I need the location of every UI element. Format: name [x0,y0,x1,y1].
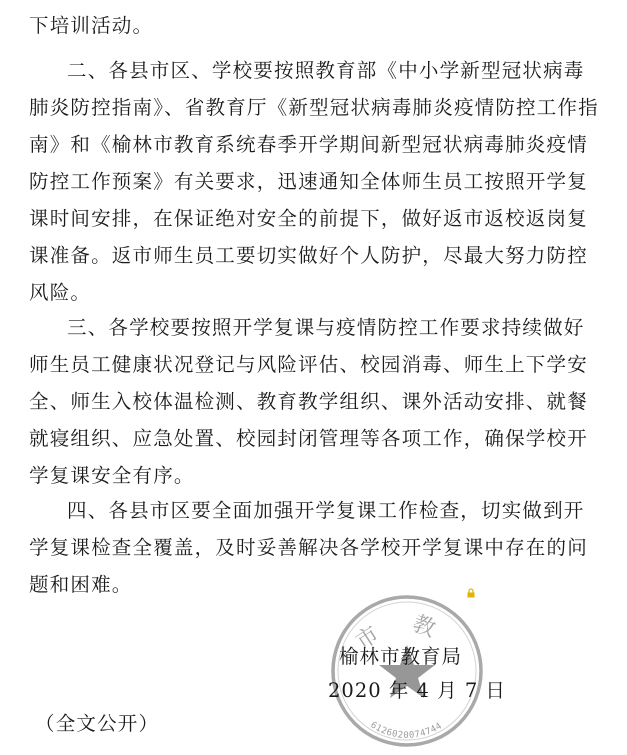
seal-top-text: 市 教 [351,611,450,656]
paragraph-4-line: 学复课检查全覆盖，及时妥善解决各学校开学复课中存在的问 [29,536,588,559]
paragraph-2-line: 防控工作预案》有关要求，迅速通知全体师生员工按照开学复 [29,170,588,193]
signing-date: 2020 年 4 月 7 日 [328,679,506,702]
seal-serial-number: 6126020074744 [368,720,445,741]
paragraph-2-line: 南》和《榆林市教育系统春季开学期间新型冠状病毒肺炎疫情 [29,133,588,156]
official-seal [322,585,492,755]
paragraph-3-line: 学复课安全有序。 [29,464,195,487]
lock-icon [466,588,476,598]
paragraph-3-line: 师生员工健康状况登记与风险评估、校园消毒、师生上下学安 [29,353,588,376]
paragraph-2-line: 二、各县市区、学校要按照教育部《中小学新型冠状病毒 [67,59,585,82]
paragraph-3-line: 就寝组织、应急处置、校园封闭管理等各项工作，确保学校开 [29,427,588,450]
footer-note: （全文公开） [35,712,160,735]
paragraph-3-line: 全、师生入校体温检测、教育教学组织、课外活动安排、就餐 [29,390,588,413]
paragraph-2-line: 肺炎防控指南》、省教育厅《新型冠状病毒肺炎疫情防控工作指 [29,96,599,119]
paragraph-2-line: 课准备。返市师生员工要切实做好个人防护，尽最大努力防控 [29,244,588,267]
paragraph-2-line: 风险。 [29,281,92,304]
body-line: 下培训活动。 [29,14,154,37]
paragraph-3-line: 三、各学校要按照开学复课与疫情防控工作要求持续做好 [67,316,585,339]
paragraph-4-line: 四、各县市区要全面加强开学复课工作检查，切实做到开 [67,499,585,522]
svg-text:6126020074744 [368,720,444,741]
paragraph-2-line: 课时间安排，在保证绝对安全的前提下，做好返市返校返岗复 [29,207,588,230]
paragraph-4-line: 题和困难。 [29,573,133,596]
signing-organization: 榆林市教育局 [339,645,463,668]
